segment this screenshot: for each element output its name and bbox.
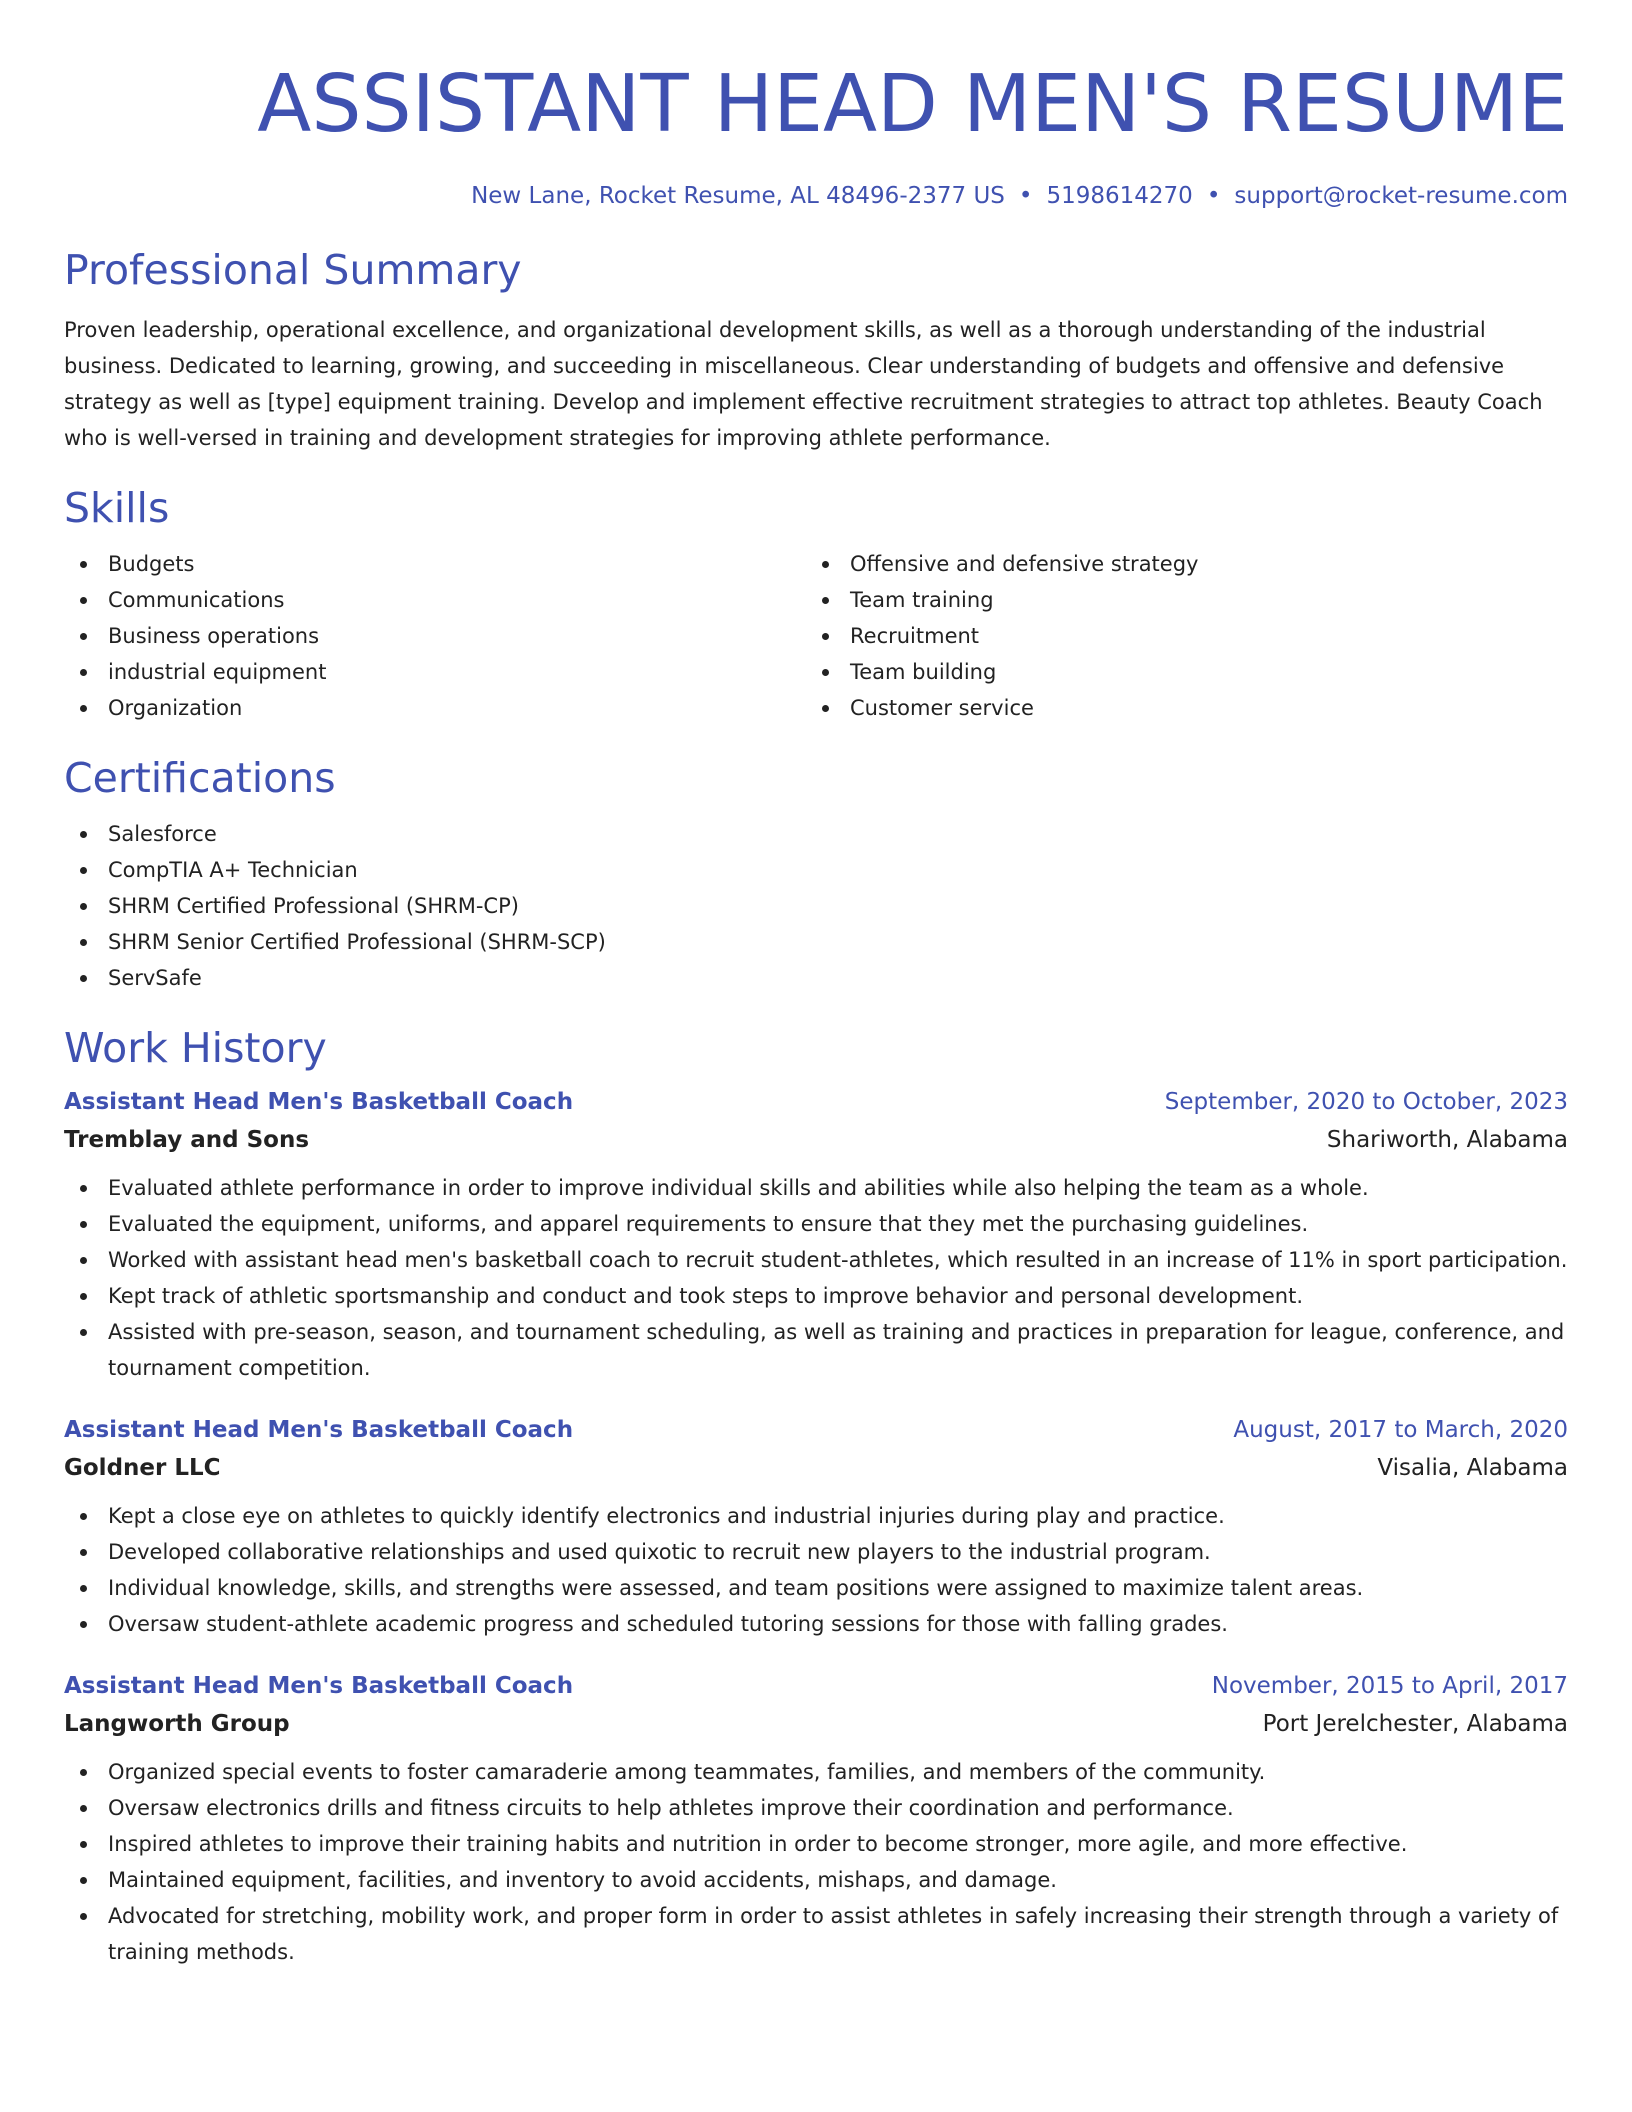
job-entry — [64, 1084, 1568, 1386]
skills-list-left — [64, 546, 806, 726]
resume-name: ASSISTANT HEAD MEN'S RESUME — [257, 58, 1568, 150]
job-company: Tremblay and Sons — [64, 1127, 310, 1153]
certification-item: SHRM Certified Professional (SHRM-CP) — [64, 888, 1568, 924]
contact-email[interactable]: support@rocket-resume.com — [1234, 183, 1568, 209]
job-dates: November, 2015 to April, 2017 — [1211, 1673, 1568, 1699]
job-bullets — [64, 1754, 1568, 1970]
certification-item: Salesforce — [64, 816, 1568, 852]
certifications-heading: Certifications — [64, 754, 336, 802]
job-bullet: Inspired athletes to improve their training habits and nutrition in order to become stronger, more agile, and more effective. — [64, 1826, 1568, 1862]
job-bullet: Oversaw electronics drills and fitness circuits to help athletes improve their coordination and performance. — [64, 1790, 1568, 1826]
contact-separator: • — [1018, 183, 1033, 209]
skills-section — [64, 482, 1568, 726]
resume-page — [64, 0, 1568, 1970]
skills-columns — [64, 546, 1568, 726]
summary-section — [64, 244, 1568, 456]
skill-item: Team building — [806, 654, 1548, 690]
job-header — [64, 1084, 1568, 1120]
certifications-section — [64, 752, 1568, 996]
contact-phone: 5198614270 — [1046, 183, 1193, 209]
skill-item: Organization — [64, 690, 806, 726]
contact-address: New Lane, Rocket Resume, AL 48496-2377 US — [471, 183, 1005, 209]
contact-separator: • — [1206, 183, 1221, 209]
job-bullet: Kept track of athletic sportsmanship and conduct and took steps to improve behavior and personal development. — [64, 1278, 1568, 1314]
job-location: Port Jerelchester, Alabama — [1262, 1711, 1568, 1737]
job-location: Visalia, Alabama — [1377, 1455, 1568, 1481]
certification-item: CompTIA A+ Technician — [64, 852, 1568, 888]
skills-heading: Skills — [64, 484, 170, 532]
work-history-section — [64, 1022, 1568, 1970]
skill-item: Business operations — [64, 618, 806, 654]
job-dates: August, 2017 to March, 2020 — [1233, 1417, 1568, 1443]
skill-item: Communications — [64, 582, 806, 618]
certification-item: SHRM Senior Certified Professional (SHRM-SCP) — [64, 924, 1568, 960]
job-bullet: Evaluated athlete performance in order to improve individual skills and abilities while also helping the team as a whole. — [64, 1170, 1568, 1206]
job-bullet: Individual knowledge, skills, and strengths were assessed, and team positions were assigned to maximize talent areas. — [64, 1570, 1568, 1606]
job-bullet: Maintained equipment, facilities, and inventory to avoid accidents, mishaps, and damage. — [64, 1862, 1568, 1898]
skills-list-right — [806, 546, 1548, 726]
job-subheader — [64, 1448, 1568, 1488]
job-dates: September, 2020 to October, 2023 — [1164, 1089, 1568, 1115]
job-title: Assistant Head Men's Basketball Coach — [64, 1089, 574, 1115]
job-company: Goldner LLC — [64, 1455, 221, 1481]
job-bullet: Oversaw student-athlete academic progress and scheduled tutoring sessions for those with falling grades. — [64, 1606, 1568, 1642]
job-header — [64, 1412, 1568, 1448]
job-bullet: Advocated for stretching, mobility work, and proper form in order to assist athletes in safely increasing their strength through a variety of training methods. — [64, 1898, 1568, 1970]
skill-item: Recruitment — [806, 618, 1548, 654]
certification-item: ServSafe — [64, 960, 1568, 996]
job-title: Assistant Head Men's Basketball Coach — [64, 1673, 574, 1699]
job-title: Assistant Head Men's Basketball Coach — [64, 1417, 574, 1443]
job-bullet: Organized special events to foster camaraderie among teammates, families, and members of the community. — [64, 1754, 1568, 1790]
job-bullet: Developed collaborative relationships and used quixotic to recruit new players to the industrial program. — [64, 1534, 1568, 1570]
job-subheader — [64, 1120, 1568, 1160]
skill-item: industrial equipment — [64, 654, 806, 690]
job-bullets — [64, 1170, 1568, 1386]
job-company: Langworth Group — [64, 1711, 290, 1737]
summary-heading: Professional Summary — [64, 246, 522, 294]
skill-item: Team training — [806, 582, 1548, 618]
job-bullets — [64, 1498, 1568, 1642]
skill-item: Budgets — [64, 546, 806, 582]
job-entry — [64, 1412, 1568, 1642]
job-subheader — [64, 1704, 1568, 1744]
skill-item: Offensive and defensive strategy — [806, 546, 1548, 582]
summary-text: Proven leadership, operational excellence, and organizational development skills, as well as a thorough understanding of the industrial business. Dedicated to learning, growing, and succeeding in miscellaneous. Clear understanding of budgets and offensive and defensive strategy as well as [type] equipment training. Develop and implement effective recruitment strategies to attract top athletes. Beauty Coach who is well-versed in training and development strategies for improving athlete performance. — [64, 318, 1543, 450]
skill-item: Customer service — [806, 690, 1548, 726]
job-header — [64, 1668, 1568, 1704]
job-entry — [64, 1668, 1568, 1970]
job-bullet: Evaluated the equipment, uniforms, and apparel requirements to ensure that they met the purchasing guidelines. — [64, 1206, 1568, 1242]
job-bullet: Assisted with pre-season, season, and tournament scheduling, as well as training and practices in preparation for league, conference, and tournament competition. — [64, 1314, 1568, 1386]
work-history-heading: Work History — [64, 1024, 327, 1072]
job-bullet: Worked with assistant head men's basketball coach to recruit student-athletes, which resulted in an increase of 11% in sport participation. — [64, 1242, 1568, 1278]
job-bullet: Kept a close eye on athletes to quickly identify electronics and industrial injuries during play and practice. — [64, 1498, 1568, 1534]
certifications-list — [64, 816, 1568, 996]
job-location: Shariworth, Alabama — [1326, 1127, 1568, 1153]
contact-line — [64, 180, 1568, 212]
